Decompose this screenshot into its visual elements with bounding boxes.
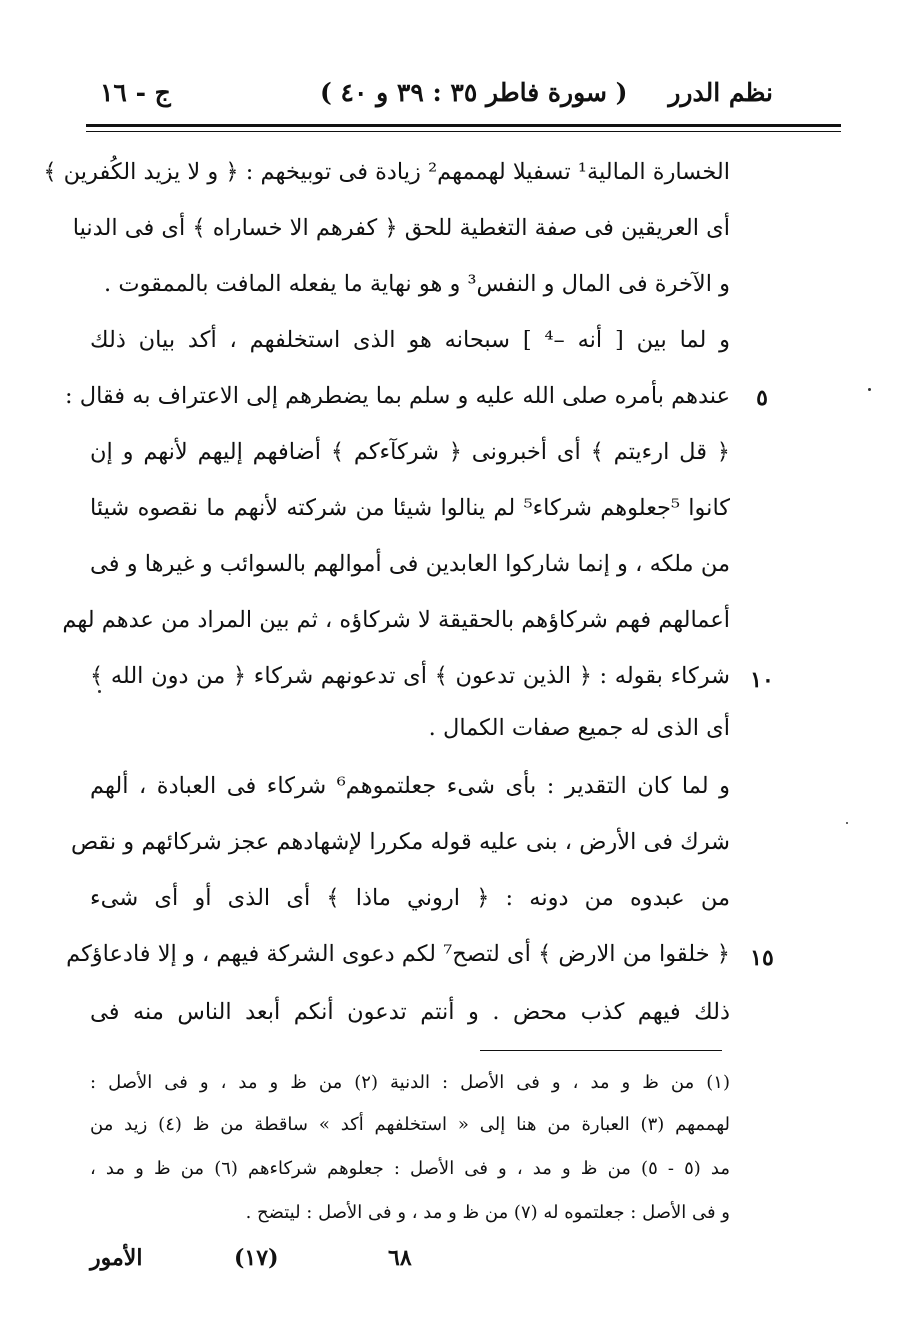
text-line: أعمالهم فهم شركاؤهم بالحقيقة لا شركاؤه ، ثم بين المراد من عدهم لهم (62, 607, 730, 633)
text-line: ذلك فيهم كذب محض . و أنتم تدعون أنكم أبعد الناس منه فى (90, 999, 730, 1025)
text-line: و الآخرة فى المال و النفس³ و هو نهاية ما يفعله المافت بالممقوت . (104, 271, 730, 297)
text-line: شرك فى الأرض ، بنى عليه قوله مكررا لإشهادهم عجز شركائهم و نقص (70, 829, 730, 855)
running-head-surah: ( سورة فاطر ٣٥ : ٣٩ و ٤٠ ) (320, 78, 628, 107)
footnote-line: لهممهم (٣) العبارة من هنا إلى « استخلفهم أكد » ساقطة من ظ (٤) زيد من (90, 1114, 730, 1135)
text-line: أى الذى له جميع صفات الكمال . (428, 715, 730, 741)
running-head-title: نظم الدرر (668, 78, 773, 107)
text-line: أى العريقين فى صفة التغطية للحق ﴿ كفرهم الا خساراه ﴾ أى فى الدنيا (72, 215, 730, 241)
text-line: و لما بين [ أنه –⁴ ] سبحانه هو الذى استخلفهم ، أكد بيان ذلك (90, 327, 730, 353)
scan-speck (98, 690, 101, 693)
footnote-line: مد (٥ - ٥) من ظ و مد ، و فى الأصل : جعلوهم شركاءهم (٦) من ظ و مد ، (90, 1158, 730, 1179)
text-line: الخسارة المالية¹ تسفيلا لهممهم² زيادة فى توبيخهم : ﴿ و لا يزيد الكُفرين ﴾ (43, 159, 730, 185)
header-rule (86, 124, 841, 127)
scan-speck (868, 388, 871, 391)
scan-speck (846, 822, 848, 824)
line-number: ٥ (756, 385, 768, 411)
text-line: عندهم بأمره صلى الله عليه و سلم بما يضطرهم إلى الاعتراف به فقال : (64, 383, 730, 409)
catchword: الأمور (90, 1245, 143, 1271)
text-line: كانوا ⁵جعلوهم شركاء⁵ لم ينالوا شيئا من شركته لأنهم ما نقصوه شيئا (90, 495, 731, 521)
running-head-volume: ج - ١٦ (100, 78, 171, 107)
page-number: ٦٨ (388, 1245, 412, 1271)
text-line: من ملكه ، و إنما شاركوا العابدين فى أموالهم بالسوائب و غيرها و فى (90, 551, 730, 577)
footnote-line: و فى الأصل : جعلتموه له (٧) من ظ و مد ، و فى الأصل : ليتضح . (245, 1202, 730, 1223)
footnote-rule (480, 1050, 722, 1051)
line-number: ١٥ (750, 945, 774, 971)
line-number: ١٠ (750, 667, 774, 693)
text-line: و لما كان التقدير : بأى شىء جعلتموهم⁶ شركاء فى العبادة ، ألهم (90, 773, 730, 799)
header-rule-thin (86, 131, 841, 132)
text-line: ﴿ قل ارءيتم ﴾ أى أخبرونى ﴿ شركآءكم ﴾ أضافهم إليهم لأنهم و إن (90, 439, 730, 465)
text-line: ﴿ خلقوا من الارض ﴾ أى لتصح⁷ لكم دعوى الشركة فيهم ، و إلا فادعاؤكم (66, 941, 730, 967)
text-line: شركاء بقوله : ﴿ الذين تدعون ﴾ أى تدعونهم شركاء ﴿ من دون الله ﴾ (90, 663, 730, 689)
text-line: من عبدوه من دونه : ﴿ اروني ماذا ﴾ أى الذى أو أى شىء (90, 885, 730, 911)
footnote-line: (١) من ظ و مد ، و فى الأصل : الدنية (٢) من ظ و مد ، و فى الأصل : (90, 1072, 730, 1093)
signature-mark: (١٧) (234, 1245, 279, 1271)
